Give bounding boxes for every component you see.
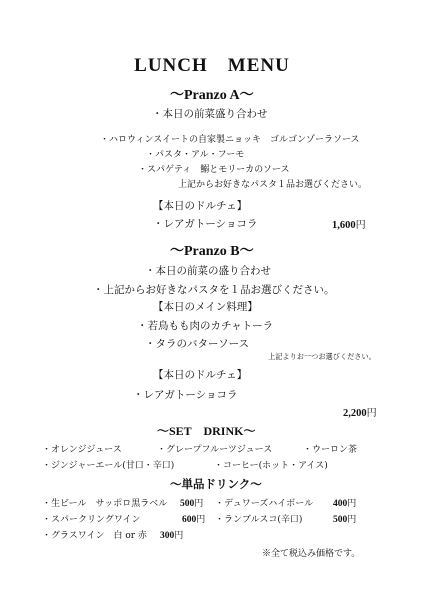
pranzo-b-pasta-note: ・上記からお好きなパスタを１品お選びください。 [93,284,335,296]
single-drink-price-yen: 円 [194,499,204,509]
single-drink-name: ・スパークリングワイン [42,515,141,525]
pranzo-a-pasta-note: 上記からお好きなパスタ１品お選びください。 [178,180,368,190]
pranzo-a-pasta-1: ・ハロウィンスイートの自家製ニョッキ ゴルゴンゾーラソース [100,135,360,145]
pranzo-b-main-heading: 【本日のメイン料理】 [153,301,258,313]
single-drink-name: ・生ビール サッポロ黒ラベル [42,499,168,509]
single-drink-price-yen: 円 [347,499,357,509]
pranzo-b-heading: 〜Pranzo B〜 [170,244,254,259]
single-drink-name: ・ランブルスコ(辛口) [215,515,303,525]
pranzo-a-dolce-heading: 【本日のドルチェ】 [153,200,248,212]
single-drink-price-value: 400 [333,499,348,509]
pranzo-a-dolce: ・レアガトーショコラ [153,218,258,230]
pranzo-b-dolce: ・レアガトーショコラ [133,389,238,401]
pranzo-a-pasta-2: ・パスタ・アル・フーモ [146,150,245,160]
menu-title: LUNCH MENU [134,55,290,76]
single-drink-price-yen: 円 [196,515,206,525]
pranzo-a-price-yen: 円 [355,220,366,231]
pranzo-b-price-value: 2,200 [343,408,367,419]
single-drink-price-value: 500 [333,515,348,525]
pranzo-a-starter: ・本日の前菜盛り合わせ [152,108,268,120]
pranzo-b-price-yen: 円 [366,408,377,419]
single-drink-price-value: 600 [182,515,197,525]
set-drink-item: ・コーヒー(ホット・アイス) [214,461,328,471]
single-drink-price [333,496,356,509]
pranzo-a-pasta-3: ・スパゲティ 鰯とモリーカのソース [138,165,290,175]
single-drink-price-value: 500 [180,499,195,509]
pranzo-a-heading: 〜Pranzo A〜 [170,88,254,103]
pranzo-a-price [332,216,366,231]
pranzo-b-starter: ・本日の前菜の盛り合わせ [145,265,271,277]
single-drink-price [333,512,356,525]
set-drink-item: ・ジンジャーエール(甘口・辛口) [42,461,175,471]
pranzo-b-main-2: ・タラのバターソース [145,338,250,350]
single-drink-price-yen: 円 [174,531,184,541]
single-drink-name: ・グラスワイン 白 or 赤 [42,531,147,541]
single-drink-price [182,512,205,525]
set-drink-item: ・オレンジジュース [42,445,122,455]
single-drinks-heading: 〜単品ドリンク〜 [170,477,262,491]
single-drink-price-yen: 円 [347,515,357,525]
single-drink-name: ・デュワーズハイボール [215,499,314,509]
pranzo-b-main-1: ・若鳥もも肉のカチャトーラ [137,320,274,332]
tax-note: ※全て税込み価格です。 [262,549,361,559]
pranzo-b-price [343,404,377,419]
set-drink-item: ・ウーロン茶 [303,445,358,455]
single-drink-price-value: 300 [160,531,175,541]
single-drink-price [160,528,183,541]
pranzo-b-main-note: 上記よりお一つお選びください。 [268,352,376,361]
single-drink-price [180,496,203,509]
pranzo-a-price-value: 1,600 [332,220,356,231]
set-drink-heading: 〜SET DRINK〜 [157,424,256,438]
set-drink-item: ・グレープフルーツジュース [157,445,273,455]
pranzo-b-dolce-heading: 【本日のドルチェ】 [153,369,248,381]
